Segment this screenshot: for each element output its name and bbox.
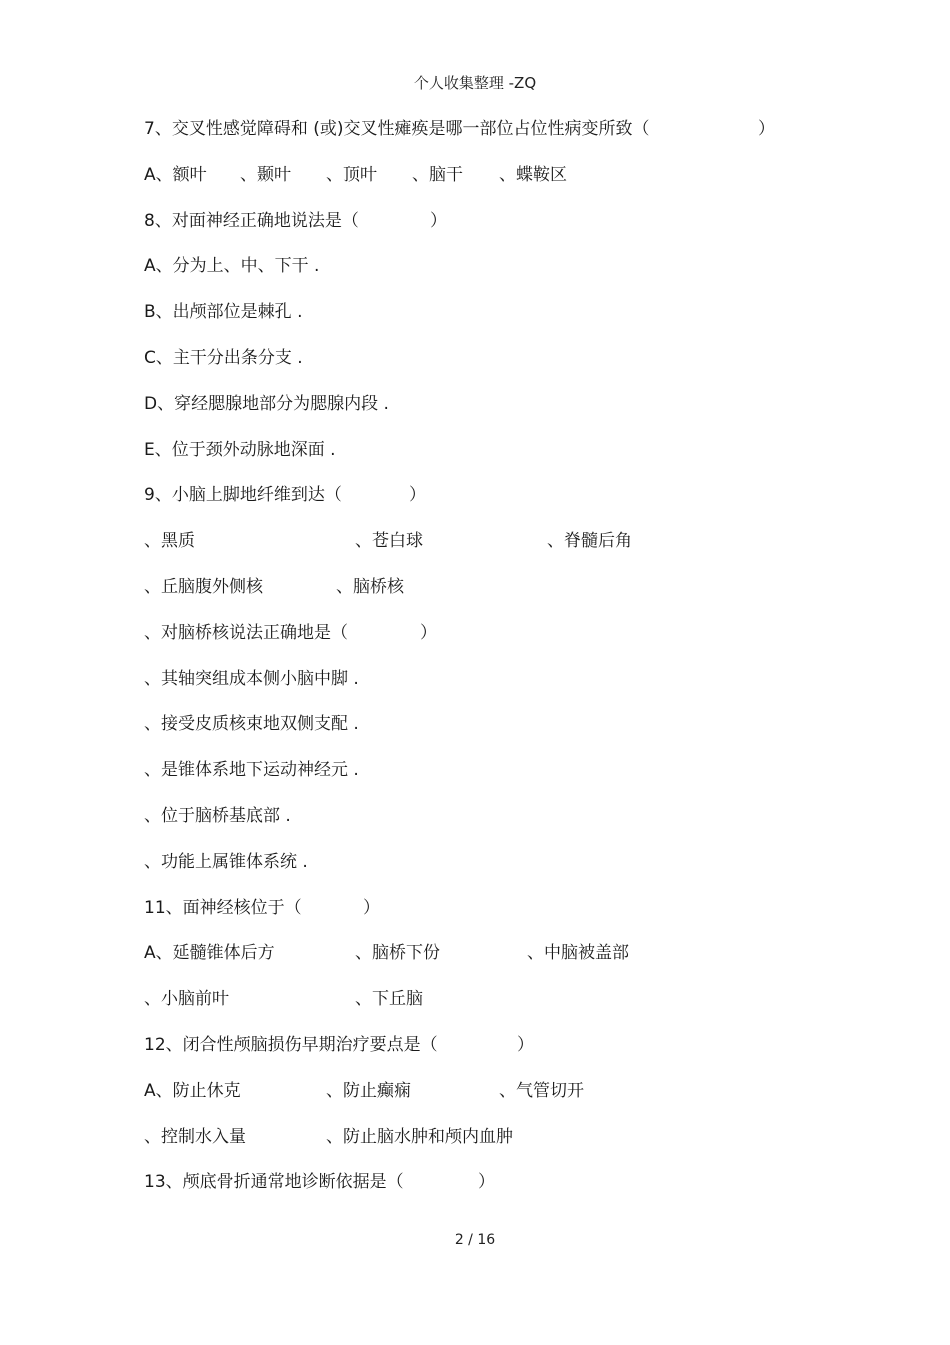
option: B、出颅部位是棘孔 .	[144, 302, 303, 323]
option: 、中脑被盖部	[527, 943, 629, 964]
option: 、功能上属锥体系统 .	[144, 851, 308, 872]
option: 、控制水入量	[144, 1126, 246, 1147]
option: 、丘脑腹外侧核	[144, 576, 263, 597]
page-header: 个人收集整理 -ZQ	[413, 74, 537, 92]
answer-bracket: ）	[409, 485, 426, 506]
option: 、脊髓后角	[547, 531, 632, 552]
option-line	[144, 435, 844, 481]
option: 、蝶鞍区	[499, 164, 567, 185]
question-13	[144, 1167, 844, 1213]
question-text: 9、小脑上脚地纤维到达（	[144, 485, 342, 506]
question-12	[144, 1030, 844, 1076]
option: A、防止休克	[144, 1080, 241, 1101]
options-row	[144, 1076, 844, 1122]
options-row	[144, 572, 844, 618]
options-row	[144, 526, 844, 572]
options-row	[144, 1122, 844, 1168]
option-line	[144, 251, 844, 297]
option: 、苍白球	[355, 531, 423, 552]
options-row	[144, 984, 844, 1030]
option: A、额叶	[144, 164, 207, 185]
option: 、脑桥核	[336, 576, 404, 597]
option: 、颞叶	[240, 164, 291, 185]
answer-bracket: ）	[420, 622, 437, 643]
question-9	[144, 480, 844, 526]
option: 、防止脑水肿和颅内血肿	[326, 1126, 513, 1147]
option-line	[144, 389, 844, 435]
option: 、下丘脑	[355, 989, 423, 1010]
answer-bracket: ）	[758, 119, 775, 139]
option-line	[144, 664, 844, 710]
question-text: 11、面神经核位于（	[144, 897, 302, 918]
option: D、穿经腮腺地部分为腮腺内段 .	[144, 393, 389, 414]
options-row	[144, 160, 844, 206]
option: 、小脑前叶	[144, 989, 229, 1010]
option: 、脑桥下份	[355, 943, 440, 964]
option: C、主干分出条分支 .	[144, 347, 303, 368]
answer-bracket: ）	[430, 210, 447, 231]
option-line	[144, 755, 844, 801]
question-11	[144, 893, 844, 939]
option: 、顶叶	[326, 164, 377, 185]
answer-bracket: ）	[517, 1034, 534, 1055]
question-text: 8、对面神经正确地说法是（	[144, 210, 359, 231]
option-line	[144, 847, 844, 893]
option: 、气管切开	[499, 1080, 584, 1101]
answer-bracket: ）	[363, 897, 380, 918]
option: 、是锥体系地下运动神经元 .	[144, 760, 359, 781]
option: 、防止癫痫	[326, 1080, 411, 1101]
question-7	[144, 114, 844, 160]
question-text: 、对脑桥核说法正确地是（	[144, 622, 348, 643]
option: 、脑干	[412, 164, 463, 185]
question-text: 7、交叉性感觉障碍和 (或)交叉性瘫痪是哪一部位占位性病变所致（	[144, 119, 650, 139]
option-line	[144, 709, 844, 755]
option: 、位于脑桥基底部 .	[144, 805, 291, 826]
document-body	[144, 114, 844, 1213]
option: 、其轴突组成本侧小脑中脚 .	[144, 668, 359, 689]
page-number: 2 / 16	[454, 1232, 496, 1248]
question-10	[144, 618, 844, 664]
option-line	[144, 801, 844, 847]
option-line	[144, 343, 844, 389]
question-text: 13、颅底骨折通常地诊断依据是（	[144, 1172, 404, 1193]
option: A、分为上、中、下干 .	[144, 256, 320, 277]
option-line	[144, 297, 844, 343]
question-8	[144, 206, 844, 252]
option: E、位于颈外动脉地深面 .	[144, 439, 336, 460]
answer-bracket: ）	[478, 1172, 495, 1193]
question-text: 12、闭合性颅脑损伤早期治疗要点是（	[144, 1034, 438, 1055]
option: 、黑质	[144, 531, 195, 552]
option: 、接受皮质核束地双侧支配 .	[144, 714, 359, 735]
option: A、延髓锥体后方	[144, 943, 275, 964]
options-row	[144, 938, 844, 984]
